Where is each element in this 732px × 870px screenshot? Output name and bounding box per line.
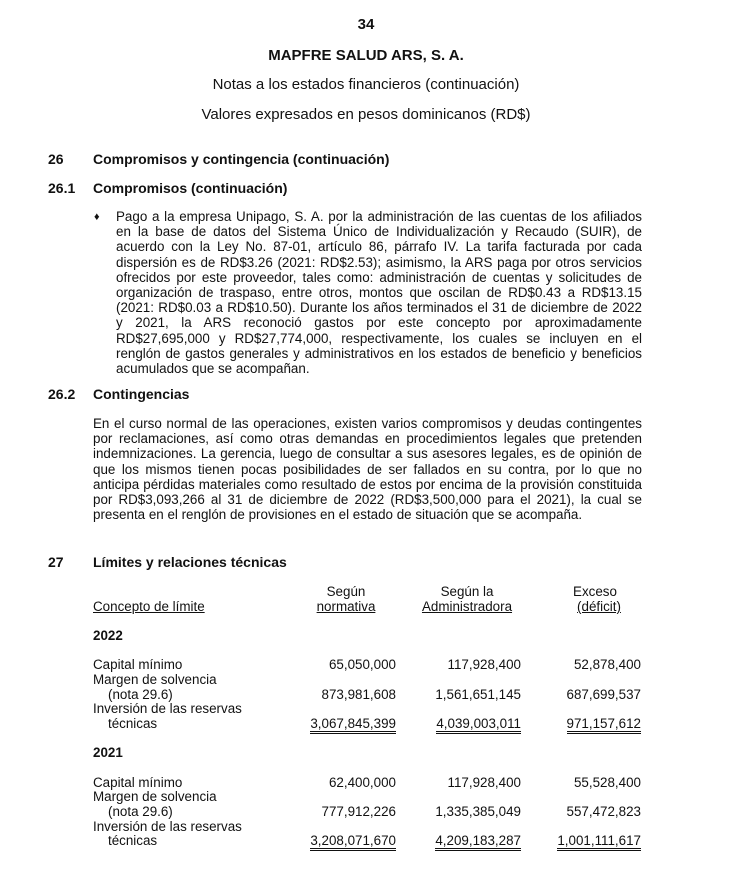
table-cell: 117,928,400 [447,775,521,790]
table-cell: 52,878,400 [573,657,641,672]
section-26-1-number: 26.1 [48,180,76,196]
row-label-note: técnicas [108,833,158,848]
table-cell: 557,472,823 [566,804,641,819]
table-cell: 117,928,400 [447,657,521,672]
company-name: MAPFRE SALUD ARS, S. A. [268,47,464,64]
table-cell: 62,400,000 [328,775,396,790]
section-26-2-number: 26.2 [48,386,76,402]
total-cell [541,716,641,731]
table-cell-total: 3,067,845,399 [310,716,396,734]
total-cell [421,716,521,731]
column-header-exceso-line1: Exceso [573,584,617,599]
contingencies-paragraph: En el curso normal de las operaciones, existen varios compromisos y deudas contingentes por reclamaciones, así como otras demandas en procedimientos legales que pretenden indemnizaciones. La gerencia, luego de consultar a sus asesores legales, es de opinión de que los mismos tienen pocas posibilidades de ser fallados en su contra, por lo que no anticipa pérdidas materiales como resultado de estos por encima de la provisión constituida por RD$3,093,266 al 31 de diciembre de 2022 (RD$3,500,000 para el 2021), la cual se presenta en el renglón de provisiones en el estado de situación que se acompaña. [93,416,642,523]
section-26-title: Compromisos y contingencia (continuación) [93,151,390,167]
column-header-exceso-line2: (déficit) [577,599,621,614]
section-27-title: Límites y relaciones técnicas [93,554,287,570]
table-cell-total: 1,001,111,617 [557,833,641,851]
row-label-note: (nota 29.6) [108,804,173,819]
year-label-2021: 2021 [93,745,123,760]
column-header-administradora [411,599,523,614]
table-cell: 65,050,000 [328,657,396,672]
table-cell-total: 3,208,071,670 [310,833,396,851]
diamond-bullet-icon: ♦ [94,211,100,223]
report-subtitle: Notas a los estados financieros (continuación) [212,76,520,93]
column-header-concept: Concepto de límite [93,599,205,614]
section-26-number: 26 [48,151,64,167]
table-cell: 55,528,400 [573,775,641,790]
table-cell: 1,561,651,145 [435,687,521,702]
row-label: Capital mínimo [93,775,183,790]
section-26-2-title: Contingencias [93,386,190,402]
column-header-normativa-line1: Según [326,584,366,599]
total-cell [541,833,641,848]
row-label: Margen de solvencia [93,672,217,687]
total-cell [421,833,521,848]
row-label-note: (nota 29.6) [108,687,173,702]
table-cell: 687,699,537 [566,687,641,702]
column-header-administradora-line1: Según la [440,584,494,599]
row-label-note: técnicas [108,716,158,731]
currency-note: Valores expresados en pesos dominicanos (RD$) [201,106,531,123]
total-cell [296,716,396,731]
bullet-paragraph: Pago a la empresa Unipago, S. A. por la administración de las cuentas de los afiliados en la base de datos del Sistema Único de Individualización y Recaudo (SUIR), de acuerdo con la Ley No. 87-01, artículo 86, párrafo IV. La tarifa facturada por cada dispersión es de RD$3.26 (2021: RD$2.53); asimismo, la ARS paga por otros servicios ofrecidos por este proveedor, tales como: administración de cuentas y solicitudes de organización de traspaso, entre otros, montos que oscilan de RD$0.43 a RD$13.15 (2021: RD$0.03 a RD$10.50). Durante los años terminados el 31 de diciembre de 2022 y 2021, la ARS reconoció gastos por este concepto por aproximadamente RD$27,695,000 y RD$27,774,000, respectivamente, los cuales se incluyen en el renglón de gastos generales y administrativos en los estados de beneficio y beneficios acumulados que se acompañan. [116,209,642,377]
year-label-2022: 2022 [93,628,123,643]
table-cell-total: 4,039,003,011 [436,716,521,734]
column-header-normativa-line2: normativa [316,599,376,614]
row-label: Inversión de las reservas [93,819,242,834]
section-26-1-title: Compromisos (continuación) [93,180,288,196]
total-cell [296,833,396,848]
table-cell: 873,981,608 [321,687,396,702]
column-header-administradora-line2: Administradora [421,599,513,614]
column-header-normativa [296,599,396,614]
table-cell: 1,335,385,049 [435,804,521,819]
section-27-number: 27 [48,554,64,570]
page-number: 34 [357,16,375,33]
table-cell-total: 4,209,183,287 [435,833,521,851]
table-cell-total: 971,157,612 [567,716,641,734]
row-label: Inversión de las reservas [93,701,242,716]
row-label: Capital mínimo [93,657,183,672]
column-header-exceso [549,599,649,614]
row-label: Margen de solvencia [93,789,217,804]
table-cell: 777,912,226 [321,804,396,819]
